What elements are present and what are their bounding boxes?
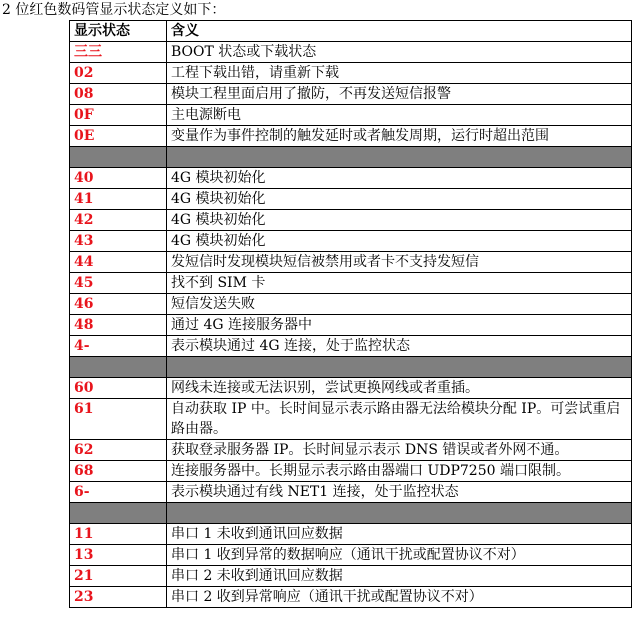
table-row xyxy=(70,231,632,252)
status-code-cell: 13 xyxy=(70,545,167,566)
meaning-cell: 主电源断电 xyxy=(167,105,632,126)
meaning-cell: 4G 模块初始化 xyxy=(167,189,632,210)
table-row xyxy=(70,84,632,105)
separator-cell xyxy=(70,147,167,168)
separator-cell xyxy=(167,147,632,168)
table-row xyxy=(70,168,632,189)
meaning-cell: 获取登录服务器 IP。长时间显示表示 DNS 错误或者外网不通。 xyxy=(167,440,632,461)
meaning-cell: 通过 4G 连接服务器中 xyxy=(167,315,632,336)
meaning-cell: 模块工程里面启用了撤防，不再发送短信报警 xyxy=(167,84,632,105)
table-row xyxy=(70,461,632,482)
table-row xyxy=(70,210,632,231)
separator-cell xyxy=(70,503,167,524)
separator-cell xyxy=(70,357,167,378)
table-row xyxy=(70,252,632,273)
status-code-cell: 61 xyxy=(70,399,167,440)
table-row xyxy=(70,587,632,608)
separator-row xyxy=(70,357,632,378)
status-code-cell: 68 xyxy=(70,461,167,482)
table-row xyxy=(70,440,632,461)
meaning-cell: 表示模块通过 4G 连接，处于监控状态 xyxy=(167,336,632,357)
status-code-cell: 46 xyxy=(70,294,167,315)
status-code-cell: 0E xyxy=(70,126,167,147)
meaning-cell: 自动获取 IP 中。长时间显示表示路由器无法给模块分配 IP。可尝试重启路由器。 xyxy=(167,399,632,440)
status-code-cell: 43 xyxy=(70,231,167,252)
header-status: 显示状态 xyxy=(70,21,167,42)
status-code-cell: 三三 xyxy=(70,42,167,63)
header-meaning: 含义 xyxy=(167,21,632,42)
table-row xyxy=(70,294,632,315)
status-code-cell: 08 xyxy=(70,84,167,105)
status-code-cell: 41 xyxy=(70,189,167,210)
table-row xyxy=(70,566,632,587)
table-row xyxy=(70,378,632,399)
status-code-cell: 23 xyxy=(70,587,167,608)
status-code-cell: 6- xyxy=(70,482,167,503)
table-row xyxy=(70,126,632,147)
meaning-cell: 变量作为事件控制的触发延时或者触发周期，运行时超出范围 xyxy=(167,126,632,147)
table-row xyxy=(70,399,632,440)
status-code-cell: 11 xyxy=(70,524,167,545)
meaning-cell: 表示模块通过有线 NET1 连接，处于监控状态 xyxy=(167,482,632,503)
status-code-cell: 60 xyxy=(70,378,167,399)
status-code-cell: 4- xyxy=(70,336,167,357)
separator-cell xyxy=(167,357,632,378)
meaning-cell: 串口 1 收到异常的数据响应（通讯干扰或配置协议不对） xyxy=(167,545,632,566)
status-code-cell: 45 xyxy=(70,273,167,294)
meaning-cell: 4G 模块初始化 xyxy=(167,210,632,231)
table-row xyxy=(70,63,632,84)
table-row xyxy=(70,482,632,503)
meaning-cell: 4G 模块初始化 xyxy=(167,231,632,252)
separator-row xyxy=(70,147,632,168)
meaning-cell: 串口 2 收到异常响应（通讯干扰或配置协议不对） xyxy=(167,587,632,608)
meaning-cell: 4G 模块初始化 xyxy=(167,168,632,189)
status-code-cell: 44 xyxy=(70,252,167,273)
meaning-cell: 网线未连接或无法识别，尝试更换网线或者重插。 xyxy=(167,378,632,399)
status-code-cell: 42 xyxy=(70,210,167,231)
status-code-cell: 40 xyxy=(70,168,167,189)
meaning-cell: 发短信时发现模块短信被禁用或者卡不支持发短信 xyxy=(167,252,632,273)
status-code-cell: 62 xyxy=(70,440,167,461)
status-table xyxy=(69,20,632,608)
meaning-cell: 串口 2 未收到通讯回应数据 xyxy=(167,566,632,587)
document-title: 2 位红色数码管显示状态定义如下： xyxy=(2,2,226,18)
table-row xyxy=(70,336,632,357)
meaning-cell: 工程下载出错，请重新下载 xyxy=(167,63,632,84)
table-row xyxy=(70,524,632,545)
status-code-cell: 0F xyxy=(70,105,167,126)
table-header-row xyxy=(70,21,632,42)
status-code-cell: 02 xyxy=(70,63,167,84)
table-row xyxy=(70,273,632,294)
table-row xyxy=(70,545,632,566)
separator-cell xyxy=(167,503,632,524)
table-row xyxy=(70,42,632,63)
meaning-cell: 找不到 SIM 卡 xyxy=(167,273,632,294)
separator-row xyxy=(70,503,632,524)
meaning-cell: 串口 1 未收到通讯回应数据 xyxy=(167,524,632,545)
table-body xyxy=(70,42,632,608)
table-row xyxy=(70,315,632,336)
table-row xyxy=(70,189,632,210)
meaning-cell: 短信发送失败 xyxy=(167,294,632,315)
status-code-cell: 21 xyxy=(70,566,167,587)
meaning-cell: 连接服务器中。长期显示表示路由器端口 UDP7250 端口限制。 xyxy=(167,461,632,482)
meaning-cell: BOOT 状态或下载状态 xyxy=(167,42,632,63)
status-code-cell: 48 xyxy=(70,315,167,336)
table-row xyxy=(70,105,632,126)
